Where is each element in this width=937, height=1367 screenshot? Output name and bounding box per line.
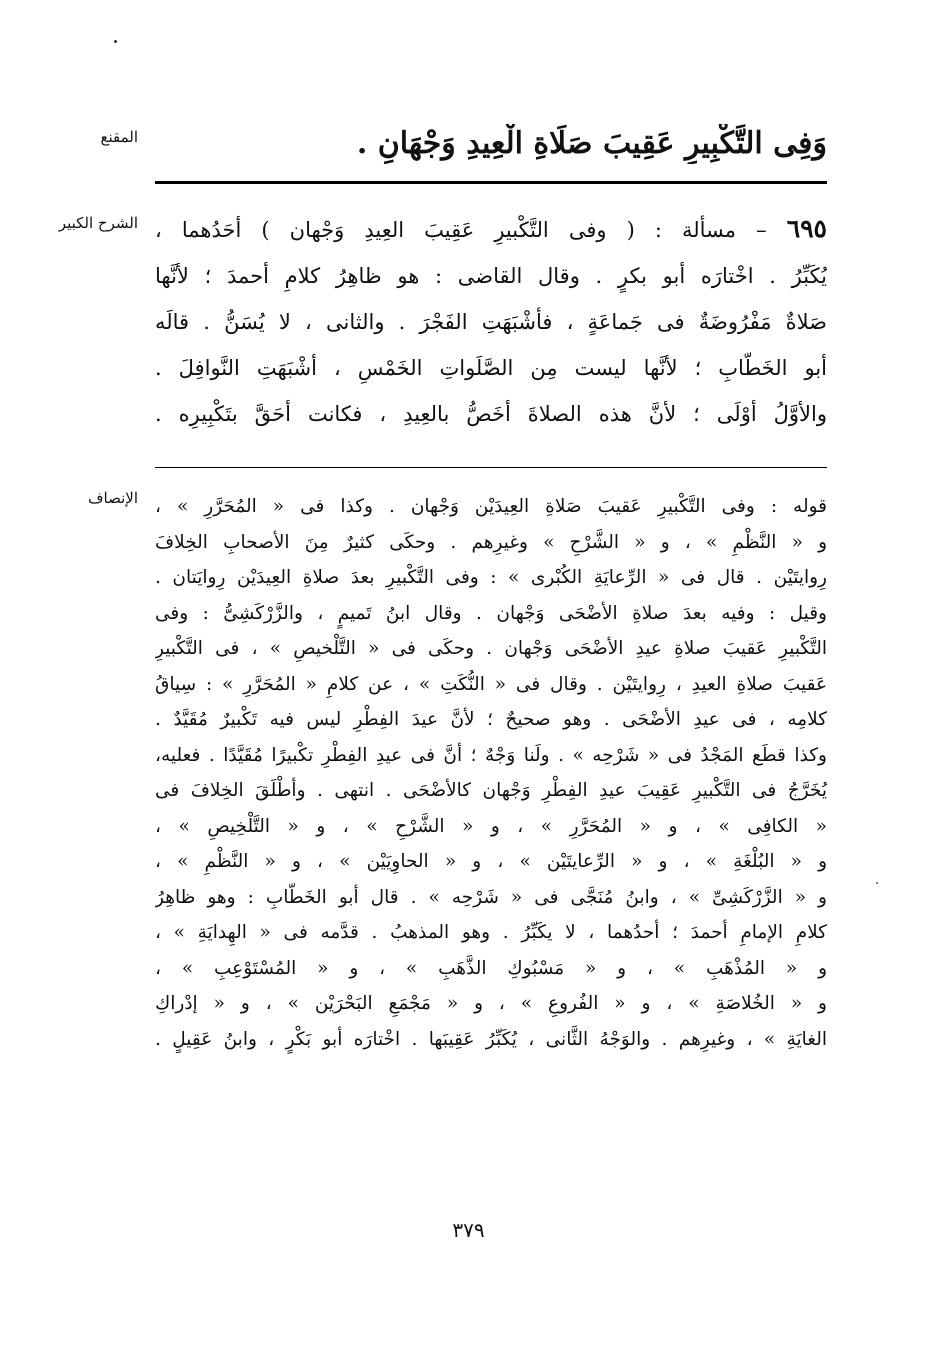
sharh-text-block: [155, 206, 827, 437]
muqni-label: المقنع: [100, 128, 138, 146]
insaf-line: كلامِ الإمامِ أحمدَ ؛ أحدُهما ، لا يكَبِّرُ . وهو المذهبُ . قدَّمه فى « الهِدايَةِ » ،: [155, 922, 827, 943]
sharh-line: [155, 206, 827, 253]
insaf-line: التَّكْبيرِ عَقيبَ صلاةِ عيدِ الأضْحَى وَجْهان . وحكَى فى « التَّلْخيصِ » ، فى التَّكْبيرِ: [155, 638, 827, 659]
issue-number: ٦٩٥: [786, 214, 827, 243]
sharh-label: الشرح الكبير: [58, 214, 138, 232]
speck: [114, 40, 117, 43]
muqni-text-block: [155, 124, 827, 164]
insaf-line: رِوايتَيْن . قال فى « الرِّعايَةِ الكُبْرى » : وفى التَّكْبيرِ بعدَ صلاةِ العِيدَيْن رِوايَتان .: [155, 567, 827, 588]
insaf-line: وكذا قطَع المَجْدُ فى « شَرْحِه » . ولَنا وَجْهٌ ؛ أنَّ فى عيدِ الفِطْرِ تكْبيرًا مُقَيَّدًا . فعليه،: [155, 744, 827, 766]
insaf-line: يُخَرَّجُ فى التَّكْبيرِ عَقِيبَ عيدِ الفِطْرِ وَجْهان كالأضْحَى . انتهى . وأطْلَقَ الخِلافَ فى: [155, 780, 827, 801]
insaf-text-block: [155, 489, 827, 1057]
insaf-line: قوله : وفى التَّكْبيرِ عَقيبَ صَلاةِ العِيدَيْن وَجْهان . وكذا فى « المُحَرَّرِ » ،: [155, 496, 827, 517]
sharh-line: والأوَّلُ أوْلَى ؛ لأنَّ هذه الصلاةَ أخَصُّ بالعِيدِ ، فكانت أحَقَّ بتَكْبِيرِه .: [155, 402, 827, 426]
insaf-line: الغايَةِ » ، وغيرِهم . والوَجْهُ الثَّانى ، يُكَبِّرُ عَقِيبَها . اخْتارَه أبو بَكْرٍ ، وابنُ عَقِيلٍ .: [155, 1028, 827, 1050]
insaf-line: عَقيبَ صلاةِ العيدِ ، رِوايتَيْن . وقال فى « النُّكَتِ » ، عن كلامِ « المُحَرَّرِ » : سِياقُ: [155, 673, 827, 695]
sharh-line: أبو الخَطّابِ ؛ لأنَّها ليست مِن الصَّلَواتِ الخَمْسِ ، أشْبَهَتِ النَّوافِلَ .: [155, 356, 827, 380]
insaf-line: وقيل : وفيه بعدَ صلاةِ الأضْحَى وَجْهان . وقال ابنُ تَميمٍ ، والزَّرْكَشِىُّ : وفى: [155, 602, 827, 624]
insaf-line: و « الخُلاصَةِ » ، و « الفُروعِ » ، و « مَجْمَعِ البَحْرَيْن » ، و « إدْراكِ: [155, 993, 827, 1014]
insaf-line: و « النَّظْمِ » ، و « الشَّرْحِ » وغيرِهم . وحكَى كثيرٌ مِنَ الأصحابِ الخِلافَ: [155, 531, 827, 553]
insaf-line: و « الزَّرْكَشِىِّ » ، وابنُ مُنَجَّى فى « شَرْحِه » . قال أبو الخَطّابِ : وهو ظاهِرُ: [155, 886, 827, 908]
sharh-line-text: – مسألة : ( وفى التَّكْبيرِ عَقِيبَ العِيدِ وَجْهان ) أحَدُهما ،: [155, 218, 767, 242]
muqni-text: وَفِى التَّكْبِيرِ عَقِيبَ صَلَاةِ الْعِيدِ وَجْهَانِ .: [356, 126, 827, 161]
top-rule: [155, 181, 827, 184]
insaf-line: و « المُذْهَبِ » ، و « مَسْبُوكِ الذَّهَبِ » ، و « المُسْتَوْعِبِ » ،: [155, 957, 827, 979]
insaf-label: الإنصاف: [87, 489, 138, 507]
middle-rule: [155, 467, 827, 468]
sharh-line: صَلاةٌ مَفْرُوضَةٌ فى جَماعَةٍ ، فأشْبَهَتِ الفَجْرَ . والثانى ، لا يُسَنُّ . قالَه: [155, 310, 827, 334]
insaf-line: كلامِه ، فى عيدِ الأضْحَى . وهو صحيحٌ ؛ لأنَّ عيدَ الفِطْرِ ليس فيه تَكْبيرٌ مُقَيَّدٌ .: [155, 709, 827, 730]
sharh-line: يُكَبِّرُ . اخْتارَه أبو بكرٍ . وقال القاضى : هو ظاهِرُ كلامِ أحمدَ ؛ لأنَّها: [155, 264, 827, 288]
insaf-line: و « البُلْغَةِ » ، و « الرِّعايتَيْن » ، و « الحاوِيَيْن » ، و « النَّظْمِ » ،: [155, 851, 827, 872]
page-number: ٣٧٩: [452, 1218, 485, 1242]
insaf-line: « الكافِى » ، و « المُحَرَّرِ » ، و « الشَّرْحِ » ، و « التَّلْخِيصِ » ،: [155, 815, 827, 837]
speck: [876, 882, 878, 884]
